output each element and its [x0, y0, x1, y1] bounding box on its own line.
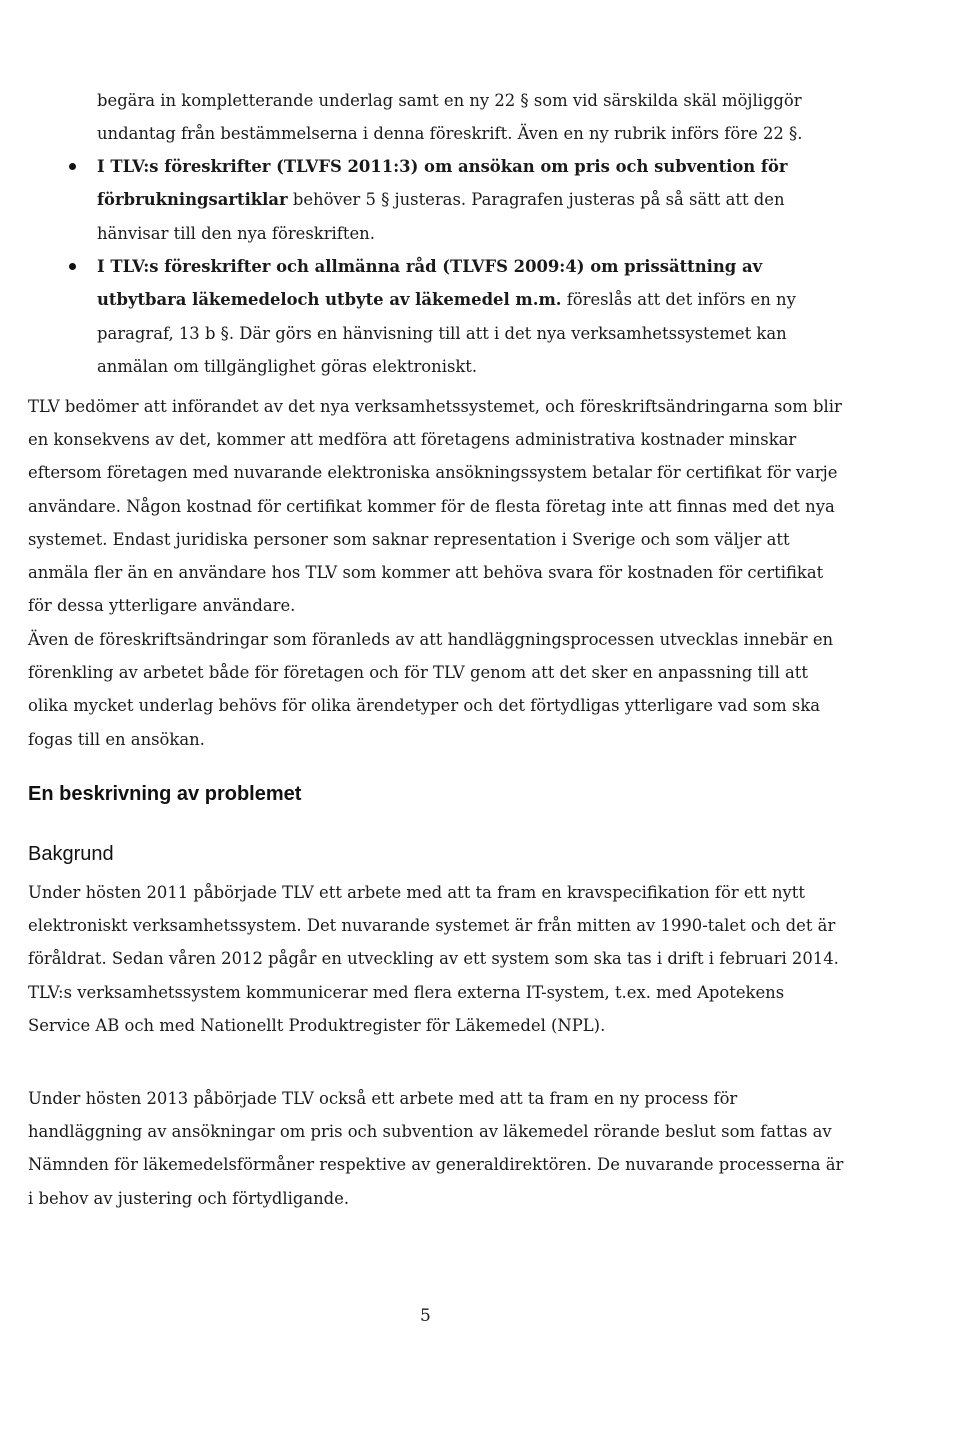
paragraph: Under hösten 2011 påbörjade TLV ett arbete med att ta fram en kravspecifikation för ett nytt elektroniskt verksamhetssystem. Det nuvarande systemet är från mitten av 1990-talet och det är föråldrat. Sedan våren 2012 pågår en utveckling av ett system som ska tas i drift i februari 2014. TLV:s verksamhetssystem kommunicerar med flera externa IT-system, t.ex. med Apotekens Service AB och med Nationellt Produktregister för Läkemedel (NPL). — [28, 883, 839, 1035]
continued-line-2: undantag från bestämmelserna i denna föreskrift. Även en ny rubrik införs före 22 §. — [97, 124, 803, 144]
page-number: 5 — [420, 1306, 431, 1326]
subsection-heading: Bakgrund — [28, 843, 114, 865]
paragraph: Även de föreskriftsändringar som föranleds av att handläggningsprocessen utvecklas innebär en förenkling av arbetet både för företagen och för TLV genom att det sker en anpassning till att olika mycket underlag behövs för olika ärendetyper och det förtydligas ytterligare vad som ska fogas till en ansökan. — [28, 630, 834, 749]
bullet-bold-text: I TLV:s föreskrifter och allmänna råd (TLVFS 2009:4) om prissättning av utbytbara läkemedeloch utbyte av läkemedel m.m. — [97, 257, 763, 310]
bullet-item — [97, 250, 832, 384]
continued-line-1: begära in kompletterande underlag samt en ny 22 § som vid särskilda skäl möjliggör — [97, 91, 802, 110]
paragraph: TLV bedömer att införandet av det nya verksamhetssystemet, och föreskriftsändringarna som blir en konsekvens av det, kommer att medföra att företagens administrativa kostnader minskar eftersom företagen med nuvarande elektroniska ansökningssystem betalar för certifikat för varje användare. Någon kostnad för certifikat kommer för de flesta företag inte att finnas med det nya systemet. Endast juridiska personer som saknar representation i Sverige och som väljer att anmäla fler än en användare hos TLV som kommer att behöva svara för kostnaden för certifikat för dessa ytterligare användare. — [28, 397, 842, 616]
bullet-text: föreslås att det införs en ny paragraf, 13 b §. Där görs en hänvisning till att i det nya verksamhetssystemet kan anmälan om tillgänglighet göras elektroniskt. — [97, 290, 796, 377]
bullet-item — [97, 150, 832, 250]
bullet-bold-text: I TLV:s föreskrifter (TLVFS 2011:3) om ansökan om pris och subvention för förbrukningsartiklar — [97, 157, 788, 210]
continued-text — [97, 84, 822, 150]
bullet-icon — [69, 163, 76, 170]
bullet-icon — [69, 263, 76, 270]
bullet-text: behöver 5 § justeras. Paragrafen justeras på så sätt att den hänvisar till den nya föreskriften. — [97, 190, 785, 243]
paragraph: Under hösten 2013 påbörjade TLV också ett arbete med att ta fram en ny process för handläggning av ansökningar om pris och subvention av läkemedel rörande beslut som fattas av Nämnden för läkemedelsförmåner respektive av generaldirektören. De nuvarande processerna är i behov av justering och förtydligande. — [28, 1089, 844, 1208]
section-heading: En beskrivning av problemet — [28, 783, 302, 805]
